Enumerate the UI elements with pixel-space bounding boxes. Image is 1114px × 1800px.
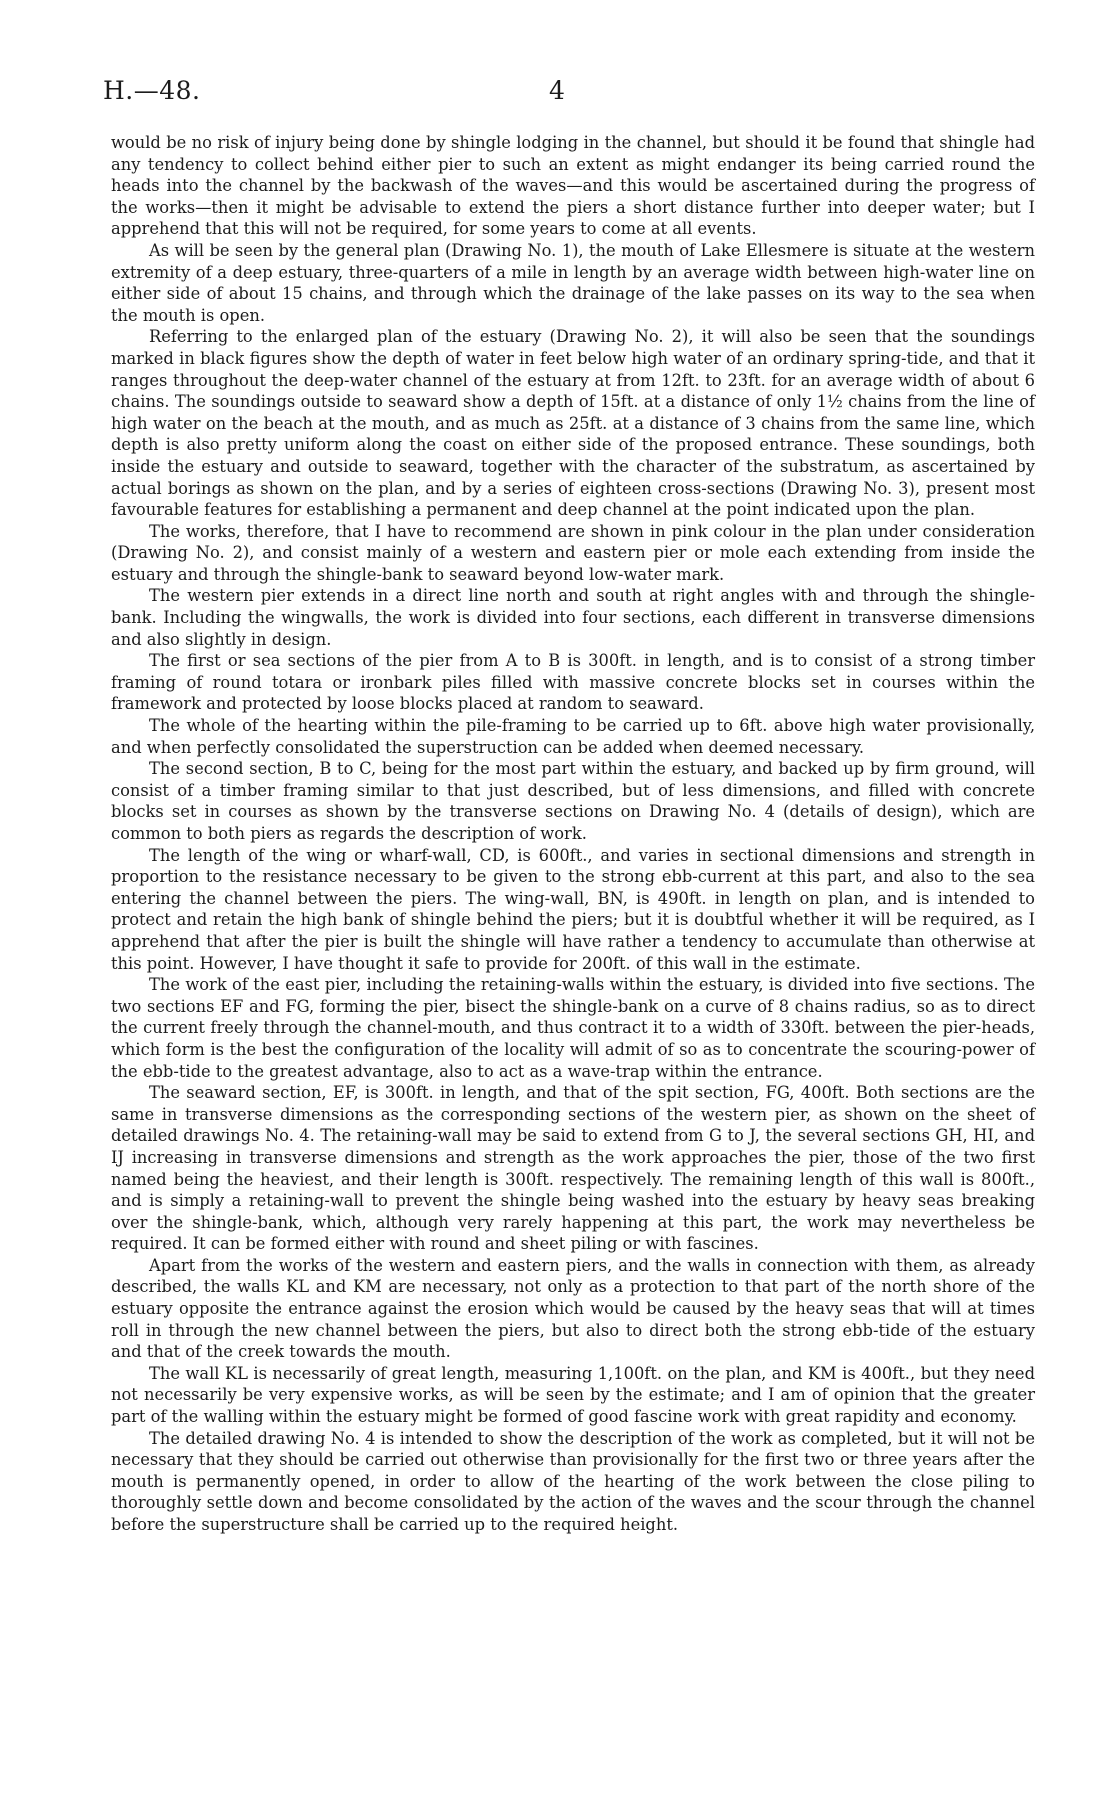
paragraph: The wall KL is necessarily of great length, measuring 1,100ft. on the plan, and KM is 400ft., but they need not necessarily be very expensive works, as will be seen by the estimate; and I am of opinion that the greater part of the walling within the estuary might be formed of good fascine work with great rapidity and economy.: [111, 1363, 1035, 1427]
paragraph: The length of the wing or wharf-wall, CD, is 600ft., and varies in sectional dimensions and strength in proportion to the resistance necessary to be given to the strong ebb-current at this part, and also to the sea entering the channel between the piers. The wing-wall, BN, is 490ft. in length on plan, and is intended to protect and retain the high bank of shingle behind the piers; but it is doubtful whether it will be required, as I apprehend that after the pier is built the shingle will have rather a tendency to accumulate than otherwise at this point. However, I have thought it safe to provide for 200ft. of this wall in the estimate.: [111, 845, 1035, 973]
paragraph: The detailed drawing No. 4 is intended to show the description of the work as completed, but it will not be necessary that they should be carried out otherwise than provisionally for the first two or three years after the mouth is permanently opened, in order to allow of the hearting of the work between the close piling to thoroughly settle down and become consolidated by the action of the waves and the scour through the channel before the superstructure shall be carried up to the required height.: [111, 1428, 1035, 1534]
document-reference: H.—48.: [103, 76, 201, 105]
paragraph: The seaward section, EF, is 300ft. in length, and that of the spit section, FG, 400ft. Both sections are the same in transverse dimensions as the corresponding sections of the western pier, as shown on the sheet of detailed drawings No. 4. The retaining-wall may be said to extend from G to J, the several sections GH, HI, and IJ increasing in transverse dimensions and strength as the work approaches the pier, those of the two first named being the heaviest, and their length is 300ft. respectively. The remaining length of this wall is 800ft., and is simply a retaining-wall to prevent the shingle being washed into the estuary by heavy seas breaking over the shingle-bank, which, although very rarely happening at this part, the work may nevertheless be required. It can be formed either with round and sheet piling or with fascines.: [111, 1083, 1035, 1254]
paragraph: Referring to the enlarged plan of the estuary (Drawing No. 2), it will also be seen that the soundings marked in black figures show the depth of water in feet below high water of an ordinary spring-tide, and that it ranges throughout the deep-water channel of the estuary at from 12ft. to 23ft. for an average width of about 6 chains. The soundings outside to seaward show a depth of 15ft. at a distance of only 1½ chains from the line of high water on the beach at the mouth, and as much as 25ft. at a distance of 3 chains from the same line, which depth is also pretty uniform along the coast on either side of the proposed entrance. These soundings, both inside the estuary and outside to seaward, together with the character of the substratum, as ascertained by actual borings as shown on the plan, and by a series of eighteen cross-sections (Drawing No. 3), present most favourable features for establishing a permanent and deep channel at the point indicated upon the plan.: [111, 327, 1035, 520]
body-text: [111, 132, 1035, 1536]
paragraph: The work of the east pier, including the retaining-walls within the estuary, is divided into five sections. The two sections EF and FG, forming the pier, bisect the shingle-bank on a curve of 8 chains radius, so as to direct the current freely through the channel-mouth, and thus contract it to a width of 330ft. between the pier-heads, which form is the best the configuration of the locality will admit of so as to concentrate the scouring-power of the ebb-tide to the greatest advantage, also to act as a wave-trap within the entrance.: [111, 975, 1035, 1081]
paragraph: The second section, B to C, being for the most part within the estuary, and backed up by firm ground, will consist of a timber framing similar to that just described, but of less dimensions, and filled with concrete blocks set in courses as shown by the transverse sections on Drawing No. 4 (details of design), which are common to both piers as regards the description of work.: [111, 759, 1035, 843]
paragraph: The western pier extends in a direct line north and south at right angles with and through the shingle-bank. Including the wingwalls, the work is divided into four sections, each different in transverse dimensions and also slightly in design.: [111, 586, 1035, 649]
paragraph: The whole of the hearting within the pile-framing to be carried up to 6ft. above high water provisionally, and when perfectly consolidated the superstruction can be added when deemed necessary.: [111, 716, 1035, 757]
paragraph: The first or sea sections of the pier from A to B is 300ft. in length, and is to consist of a strong timber framing of round totara or ironbark piles filled with massive concrete blocks set in courses within the framework and protected by loose blocks placed at random to seaward.: [111, 651, 1035, 714]
paragraph: The works, therefore, that I have to recommend are shown in pink colour in the plan under consideration (Drawing No. 2), and consist mainly of a western and eastern pier or mole each extending from inside the estuary and through the shingle-bank to seaward beyond low-water mark.: [111, 521, 1035, 584]
paragraph: As will be seen by the general plan (Drawing No. 1), the mouth of Lake Ellesmere is situate at the western extremity of a deep estuary, three-quarters of a mile in length by an average width between high-water line on either side of about 15 chains, and through which the drainage of the lake passes on its way to the sea when the mouth is open.: [111, 240, 1035, 325]
page-number: 4: [549, 76, 565, 105]
paragraph: would be no risk of injury being done by shingle lodging in the channel, but should it be found that shingle had any tendency to collect behind either pier to such an extent as might endanger its being carried round the heads into the channel by the backwash of the waves—and this would be ascertained during the progress of the works—then it might be advisable to extend the piers a short distance further into deeper water; but I apprehend that this will not be required, for some years to come at all events.: [111, 133, 1035, 239]
paragraph: Apart from the works of the western and eastern piers, and the walls in connection with them, as already described, the walls KL and KM are necessary, not only as a protection to that part of the north shore of the estuary opposite the entrance against the erosion which would be caused by the heavy seas that will at times roll in through the new channel between the piers, but also to direct both the strong ebb-tide of the estuary and that of the creek towards the mouth.: [111, 1255, 1035, 1362]
